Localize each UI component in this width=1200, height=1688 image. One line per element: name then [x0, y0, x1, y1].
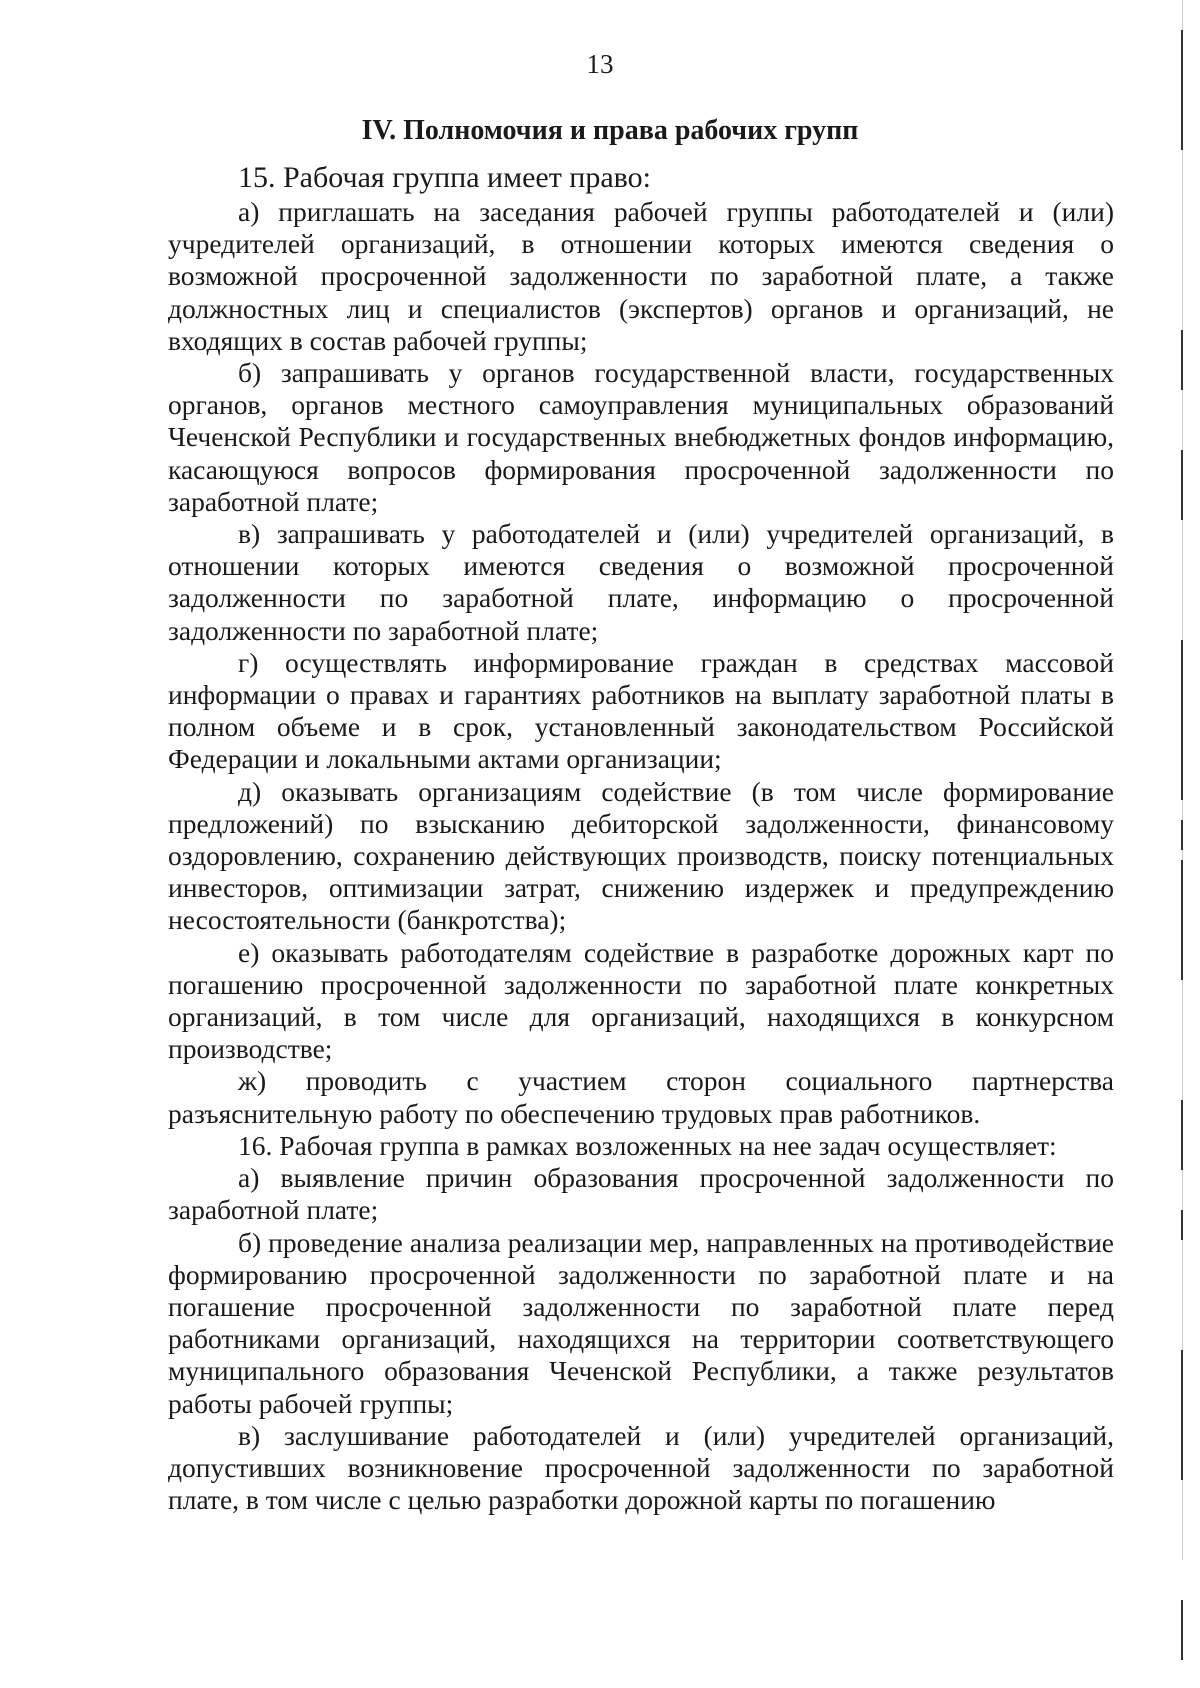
scan-edge-mark	[1181, 860, 1183, 980]
paragraph-15g: г) осуществлять информирование граждан в средствах массовой информации о правах и гарантиях работников на выплату заработной платы в полном объеме и в срок, установленный законодательством Российской Федерации и локальными актами организации;	[168, 646, 1114, 775]
paragraph-15v: в) запрашивать у работодателей и (или) учредителей организаций, в отношении которых имеются сведения о возможной просроченной задолженности по заработной плате, информацию о просроченной задолженности по заработной плате;	[168, 518, 1114, 646]
scan-edge-mark	[1181, 640, 1183, 800]
scan-edge-mark	[1181, 1210, 1183, 1240]
paragraph-16-lead: 16. Рабочая группа в рамках возложенных на нее задач осуществляет:	[238, 1129, 1057, 1161]
section-title: IV. Полномочия и права рабочих групп	[361, 115, 859, 146]
paragraph-15-lead: 15. Рабочая группа имеет право:	[238, 161, 651, 194]
scan-edge-mark	[1181, 1600, 1183, 1660]
paragraph-15zh: ж) проводить с участием сторон социального партнерства разъяснительную работу по обеспечению трудовых прав работников.	[168, 1065, 1114, 1129]
paragraph-15e: е) оказывать работодателям содействие в разработке дорожных карт по погашению просроченной задолженности по заработной плате конкретных организаций, в том числе для организаций, находящихся в конкурсном производстве;	[168, 936, 1114, 1065]
scan-edge-mark	[1181, 450, 1183, 520]
document-body	[168, 160, 1114, 1516]
scan-edge-mark	[1181, 1100, 1183, 1170]
paragraph-16a: а) выявление причин образования просроченной задолженности по заработной плате;	[168, 1162, 1114, 1226]
scan-edge-mark	[1181, 820, 1183, 850]
paragraph-16v: в) заслушивание работодателей и (или) учредителей организаций, допустивших возникновение просроченной задолженности по заработной плате, в том числе с целью разработки дорожной карты по погашению	[168, 1419, 1114, 1516]
paragraph-16b: б) проведение анализа реализации мер, направленных на противодействие формированию просроченной задолженности по заработной плате и на погашение просроченной задолженности по заработной плате перед работниками организаций, находящихся на территории соответствующего муниципального образования Чеченской Республики, а также результатов работы рабочей группы;	[168, 1226, 1114, 1419]
scan-edge-mark	[1181, 330, 1183, 390]
paragraph-15d: д) оказывать организациям содействие (в том числе формирование предложений) по взысканию дебиторской задолженности, финансовому оздоровлению, сохранению действующих производств, поиску потенциальных инвесторов, оптимизации затрат, снижению издержек и предупреждению несостоятельности (банкротства);	[168, 775, 1114, 936]
paragraph-15a: а) приглашать на заседания рабочей группы работодателей и (или) учредителей организаций, в отношении которых имеются сведения о возможной просроченной задолженности по заработной плате, а также должностных лиц и специалистов (экспертов) органов и организаций, не входящих в состав рабочей группы;	[168, 196, 1114, 356]
scan-edge-mark	[1181, 30, 1183, 150]
page-number: 13	[586, 49, 614, 79]
scan-edge-mark	[1181, 1350, 1183, 1480]
paragraph-15b: б) запрашивать у органов государственной власти, государственных органов, органов местного самоуправления муниципальных образований Чеченской Республики и государственных внебюджетных фондов информацию, касающуюся вопросов формирования просроченной задолженности по заработной плате;	[168, 357, 1114, 517]
